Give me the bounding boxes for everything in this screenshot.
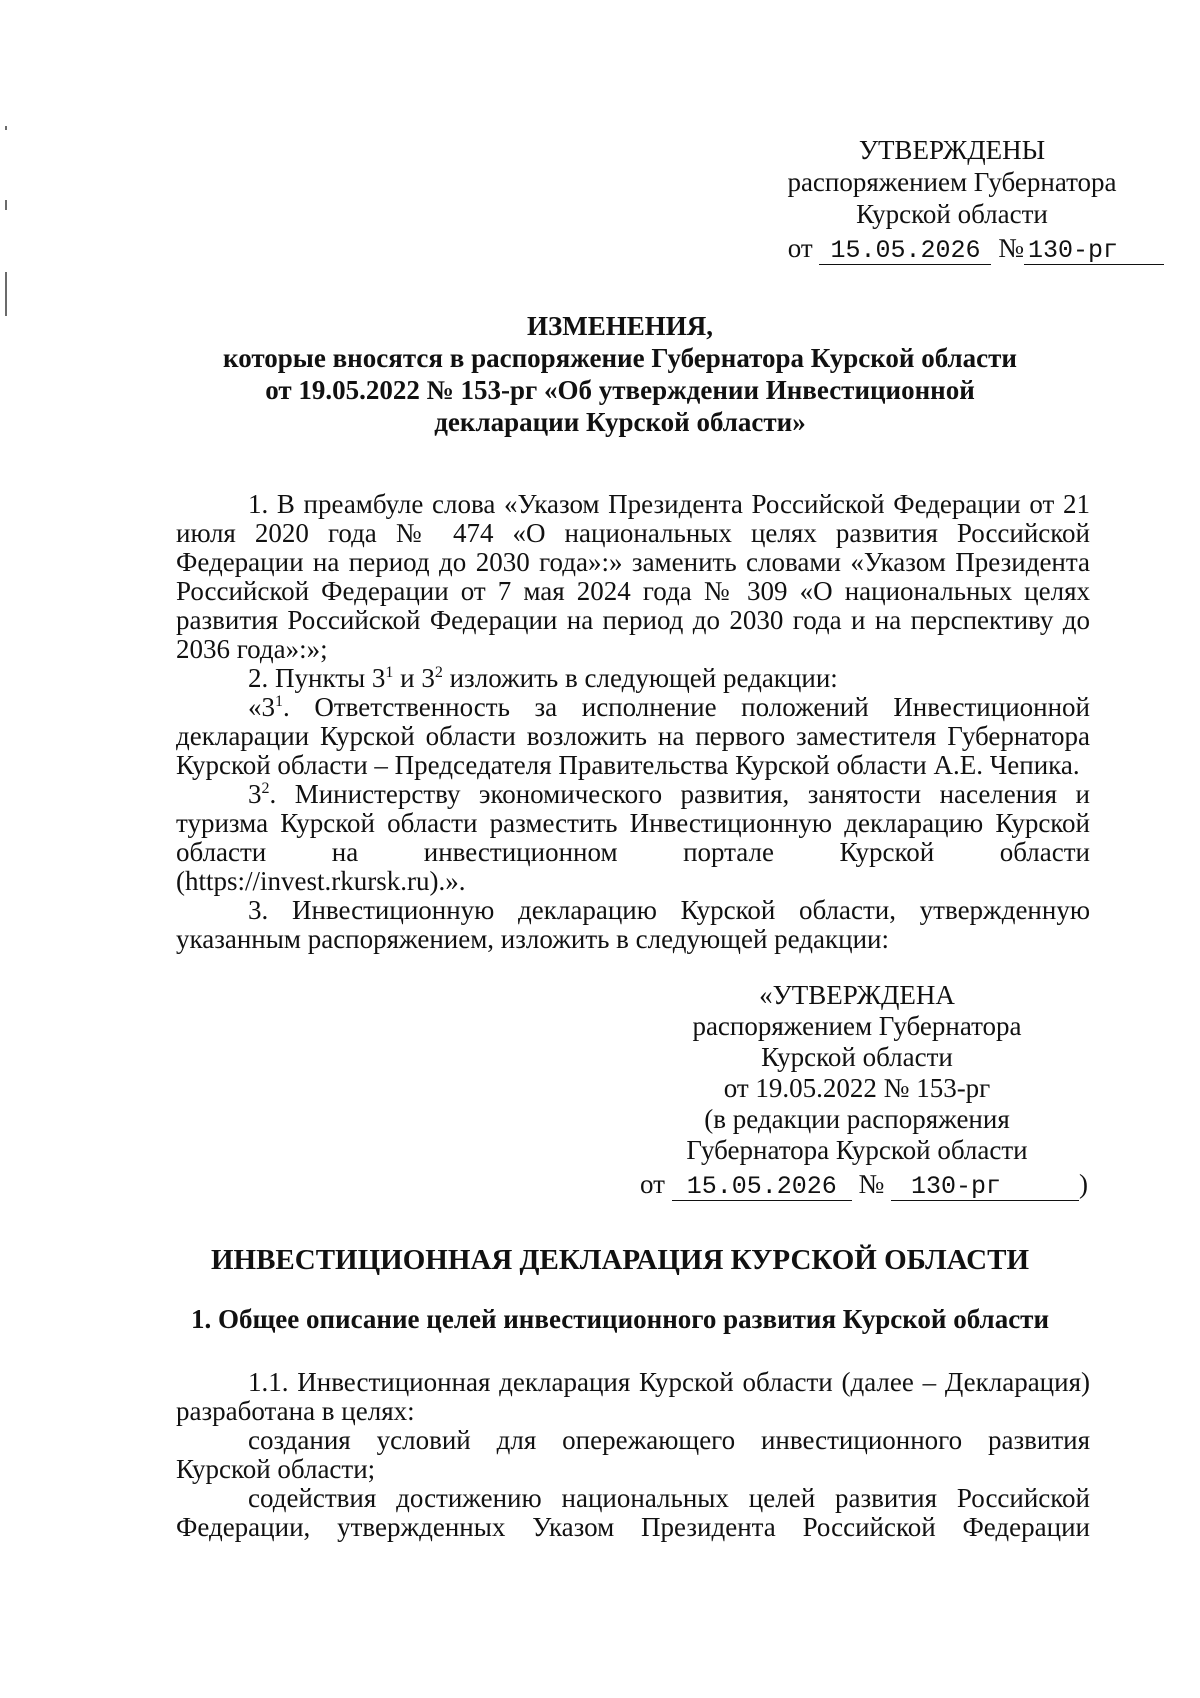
approval-authority: распоряжением Губернатора <box>787 167 1117 197</box>
order-date: 15.05.2026 <box>819 238 991 265</box>
approval-region: Курской области <box>856 199 1048 229</box>
paragraph-5: 3. Инвестиционную декларацию Курской области, утвержденную указанным распоряжением, изложить в следующей редакции: <box>176 895 1090 954</box>
scan-artifact <box>5 126 7 130</box>
closing-parenthesis: ) <box>1078 1169 1088 1199</box>
approval-block-inner <box>632 980 1082 1166</box>
date-prefix: от <box>787 233 813 263</box>
approval-revision-authority: Губернатора Курской области <box>686 1135 1028 1165</box>
approval-date-line <box>722 232 1182 265</box>
title-line: которые вносятся в распоряжение Губернатора Курской области <box>223 343 1017 373</box>
document-body <box>176 490 1090 954</box>
declaration-body <box>176 1368 1090 1542</box>
paragraph-2: 2. Пункты $3^1$ и $3^2$ изложить в следующей редакции: <box>248 663 838 693</box>
approval-authority: распоряжением Губернатора <box>692 1011 1022 1041</box>
title-line: декларации Курской области» <box>434 407 806 437</box>
declaration-paragraph: содействия достижению национальных целей развития Российской Федерации, утвержденных Указом Президента Российской Федерации <box>176 1483 1090 1542</box>
number-sign: № <box>858 1169 885 1199</box>
approval-region: Курской области <box>761 1042 953 1072</box>
approval-revision-note: (в редакции распоряжения <box>704 1104 1010 1134</box>
scan-artifact <box>5 200 7 210</box>
document-title <box>160 310 1080 438</box>
date-prefix: от <box>640 1169 665 1199</box>
scan-artifact <box>5 272 7 316</box>
order-number: 130-рг <box>891 1174 1079 1201</box>
paragraph-4: $3^2$. Министерству экономического развития, занятости населения и туризма Курской области разместить Инвестиционную декларацию Курской области на инвестиционном портале Курской области (https://invest.rkursk.ru).». <box>176 779 1090 896</box>
approval-inner-date-line <box>640 1168 1100 1201</box>
paragraph-3: «$3^1$. Ответственность за исполнение положений Инвестиционной декларации Курской области возложить на первого заместителя Губернатора Курской области – Председателя Правительства Курской области А.Е. Чепика. <box>176 692 1090 780</box>
paragraph-1: 1. В преамбуле слова «Указом Президента Российской Федерации от 21 июля 2020 года № 474 «О национальных целях развития Российской Федерации на период до 2030 года»:» заменить словами «Указом Президента Российской Федерации от 7 мая 2024 года № 309 «О национальных целях развития Российской Федерации на период до 2030 года и на перспективу до 2036 года»:»; <box>176 489 1090 664</box>
title-line: от 19.05.2022 № 153-рг «Об утверждении Инвестиционной <box>265 375 975 405</box>
order-number: 130-рг <box>1024 238 1164 265</box>
title-line: ИЗМЕНЕНИЯ, <box>526 311 713 341</box>
approval-heading: УТВЕРЖДЕНЫ <box>858 135 1046 165</box>
number-sign: № <box>998 233 1024 263</box>
approval-block-top <box>722 134 1182 265</box>
declaration-paragraph: создания условий для опережающего инвестиционного развития Курской области; <box>176 1425 1090 1484</box>
declaration-title: ИНВЕСТИЦИОННАЯ ДЕКЛАРАЦИЯ КУРСКОЙ ОБЛАСТИ <box>210 1244 1030 1276</box>
order-date: 15.05.2026 <box>672 1174 852 1201</box>
approval-heading: «УТВЕРЖДЕНА <box>759 980 955 1010</box>
declaration-paragraph: 1.1. Инвестиционная декларация Курской области (далее – Декларация) разработана в целях: <box>176 1367 1090 1426</box>
section-heading: 1. Общее описание целей инвестиционного развития Курской области <box>190 1304 1049 1334</box>
approval-original-order: от 19.05.2022 № 153-рг <box>723 1073 991 1103</box>
